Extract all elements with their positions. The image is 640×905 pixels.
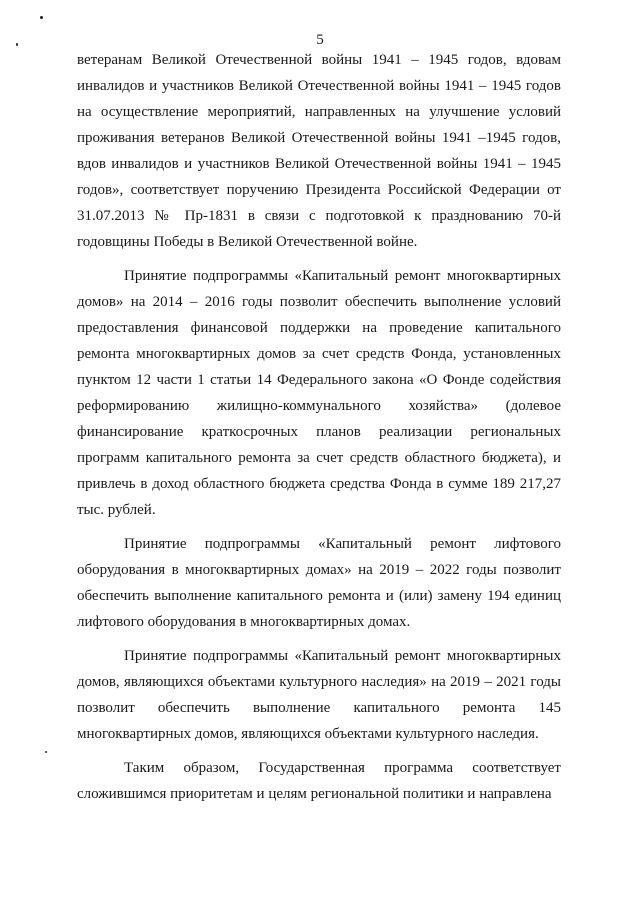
- paragraph-elevator-repair: Принятие подпрограммы «Капитальный ремонт лифтового оборудования в многоквартирных домах» на 2019 – 2022 годы позволит обеспечить выполнение капитального ремонта и (или) замену 194 единиц лифтового оборудования в многоквартирных домах.: [77, 536, 561, 630]
- document-body: [77, 47, 561, 807]
- paragraph-capital-repair-apartment-buildings: Принятие подпрограммы «Капитальный ремонт многоквартирных домов» на 2014 – 2016 годы позволит обеспечить выполнение условий предоставления финансовой поддержки на проведение капитального ремонта многоквартирных домов за счет средств Фонда, установленных пунктом 12 части 1 статьи 14 Федерального закона «О Фонде содействия реформированию жилищно-коммунального хозяйства» (долевое финансирование краткосрочных планов реализации региональных программ капитального ремонта за счет средств областного бюджета), и привлечь в доход областного бюджета средства Фонда в сумме 189 217,27 тыс. рублей.: [77, 268, 561, 518]
- page-number: 5: [316, 32, 324, 48]
- scan-speck: [40, 16, 43, 19]
- paragraph-conclusion: Таким образом, Государственная программа соответствует сложившимся приоритетам и целям региональной политики и направлена: [77, 760, 561, 802]
- paragraph-cultural-heritage-buildings: Принятие подпрограммы «Капитальный ремонт многоквартирных домов, являющихся объектами культурного наследия» на 2019 – 2021 годы позволит обеспечить выполнение капитального ремонта 145 многоквартирных домов, являющихся объектами культурного наследия.: [77, 648, 561, 742]
- scan-speck: [45, 751, 47, 753]
- paragraph-veterans-housing: ветеранам Великой Отечественной войны 1941 – 1945 годов, вдовам инвалидов и участников Великой Отечественной войны 1941 – 1945 годов на осуществление мероприятий, направленных на улучшение условий проживания ветеранов Великой Отечественной войны 1941 –1945 годов, вдов инвалидов и участников Великой Отечественной войны 1941 – 1945 годов», соответствует поручению Президента Российской Федерации от 31.07.2013 № Пр-1831 в связи с подготовкой к празднованию 70-й годовщины Победы в Великой Отечественной войне.: [77, 52, 561, 250]
